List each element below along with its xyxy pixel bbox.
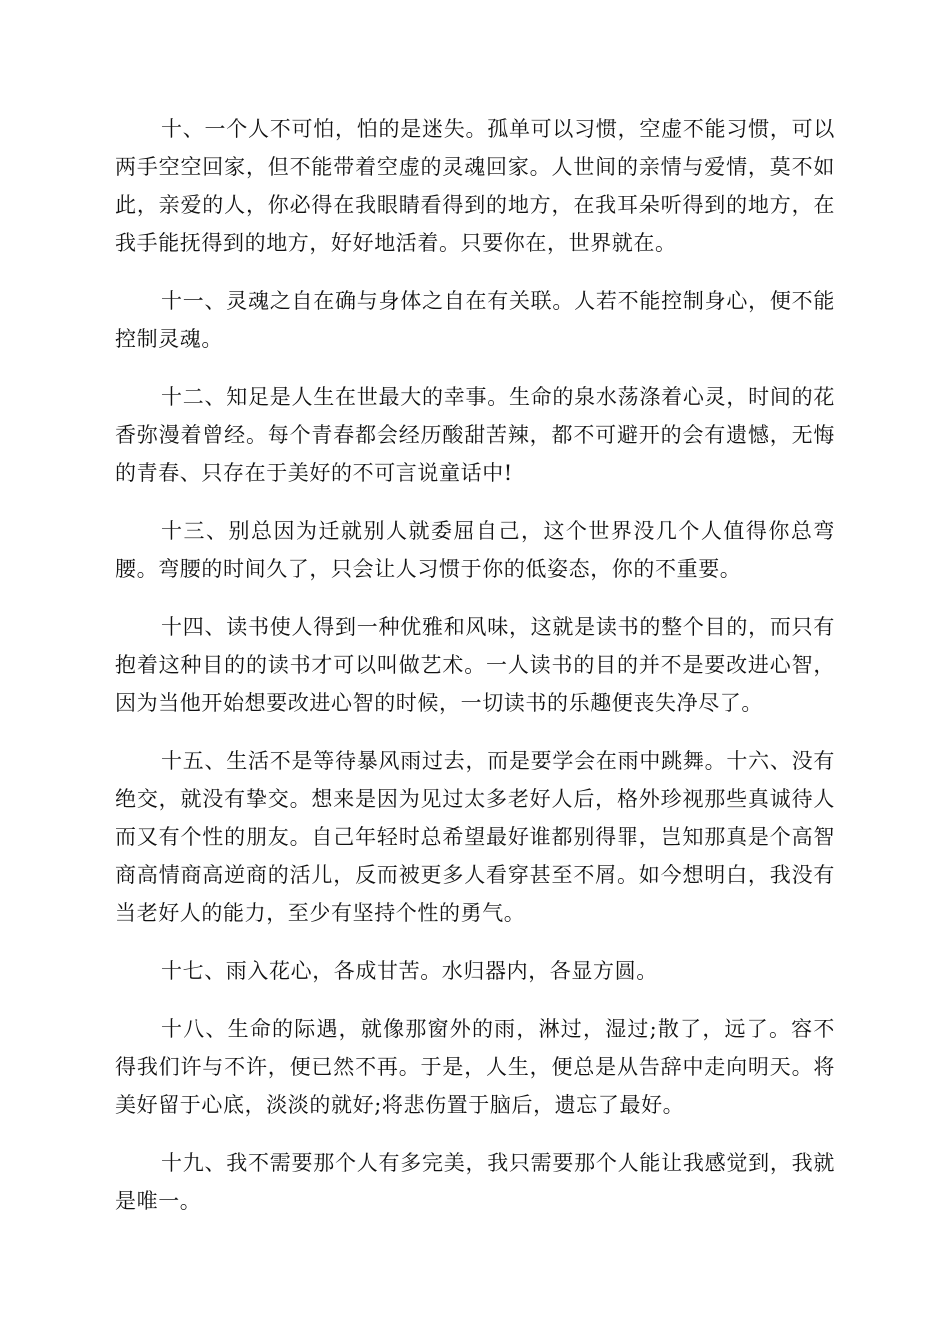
paragraph-12: 十二、知足是人生在世最大的幸事。生命的泉水荡涤着心灵，时间的花香弥漫着曾经。每个青春都会经历酸甜苦辣，都不可避开的会有遗憾，无悔的青春、只存在于美好的不可言说童话中! — [115, 385, 835, 485]
paragraph-10: 十、一个人不可怕，怕的是迷失。孤单可以习惯，空虚不能习惯，可以两手空空回家，但不能带着空虚的灵魂回家。人世间的亲情与爱情，莫不如此，亲爱的人，你必得在我眼睛看得到的地方，在我耳朵听得到的地方，在我手能抚得到的地方，好好地活着。只要你在，世界就在。 — [115, 117, 835, 255]
paragraph-17: 十七、雨入花心，各成甘苦。水归器内，各显方圆。 — [161, 959, 658, 983]
paragraph-15: 十五、生活不是等待暴风雨过去，而是要学会在雨中跳舞。十六、没有绝交，就没有挚交。想来是因为见过太多老好人后，格外珍视那些真诚待人而又有个性的朋友。自己年轻时总希望最好谁都别得罪，岂知那真是个高智商高情商高逆商的活儿，反而被更多人看穿甚至不屑。如今想明白，我没有当老好人的能力，至少有坚持个性的勇气。 — [115, 749, 835, 925]
paragraph-11: 十一、灵魂之自在确与身体之自在有关联。人若不能控制身心，便不能控制灵魂。 — [115, 289, 835, 351]
paragraph-14: 十四、读书使人得到一种优雅和风味，这就是读书的整个目的，而只有抱着这种目的的读书才可以叫做艺术。一人读书的目的并不是要改进心智，因为当他开始想要改进心智的时候，一切读书的乐趣便丧失净尽了。 — [115, 615, 835, 715]
paragraph-18: 十八、生命的际遇，就像那窗外的雨，淋过，湿过;散了，远了。容不得我们许与不许，便已然不再。于是，人生，便总是从告辞中走向明天。将美好留于心底，淡淡的就好;将悲伤置于脑后，遗忘了最好。 — [115, 1017, 835, 1117]
document-body — [115, 110, 835, 1240]
paragraph-19: 十九、我不需要那个人有多完美，我只需要那个人能让我感觉到，我就是唯一。 — [115, 1151, 835, 1213]
paragraph-13: 十三、别总因为迁就别人就委屈自己，这个世界没几个人值得你总弯腰。弯腰的时间久了，只会让人习惯于你的低姿态，你的不重要。 — [115, 519, 835, 581]
